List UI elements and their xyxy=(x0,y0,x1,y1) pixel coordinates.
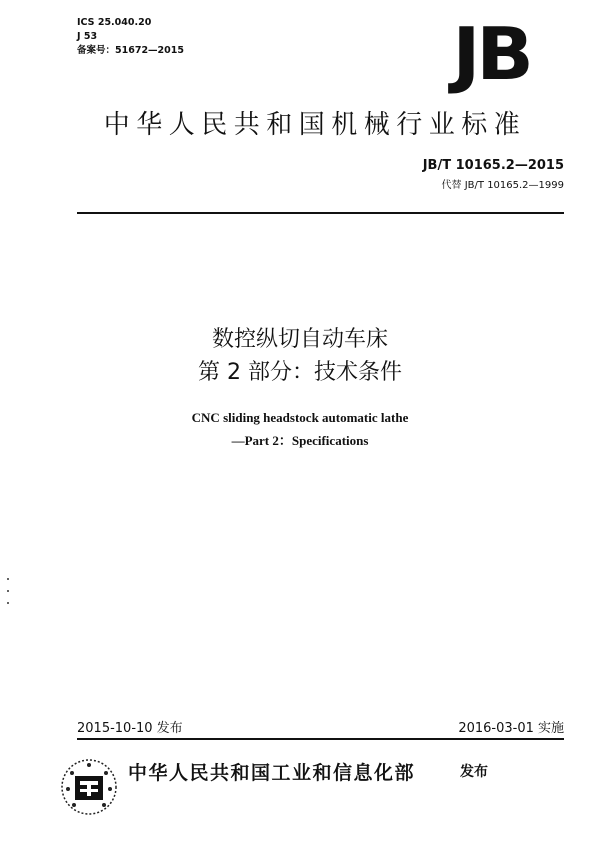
publish-label: 发布 xyxy=(460,764,488,780)
publisher-name: 中华人民共和国工业和信息化部 xyxy=(128,762,416,784)
ministry-seal-icon xyxy=(58,756,120,818)
jb-logo: JB xyxy=(452,12,530,96)
title-chinese-line2: 第 2 部分：技术条件 xyxy=(198,360,402,385)
standard-category-title: 中华人民共和国机械行业标准 xyxy=(103,110,527,140)
ics-code: ICS 25.040.20 xyxy=(77,17,152,28)
issue-date: 2015-10-10 发布 xyxy=(77,721,183,736)
record-number: 备案号：51672—2015 xyxy=(77,45,184,56)
implementation-date: 2016-03-01 实施 xyxy=(458,721,564,736)
scan-speck xyxy=(7,602,9,604)
title-chinese-line1: 数控纵切自动车床 xyxy=(211,327,388,352)
scan-speck xyxy=(7,578,9,580)
standard-number: JB/T 10165.2—2015 xyxy=(422,158,564,173)
clc-code: J 53 xyxy=(77,31,98,42)
title-english-line1: CNC sliding headstock automatic lathe xyxy=(191,410,409,425)
scan-speck xyxy=(7,590,9,592)
replaces-standard: 代替 JB/T 10165.2—1999 xyxy=(441,180,564,191)
bottom-rule xyxy=(77,738,564,740)
top-rule xyxy=(77,212,564,214)
title-english-line2: —Part 2：Specifications xyxy=(231,433,369,448)
